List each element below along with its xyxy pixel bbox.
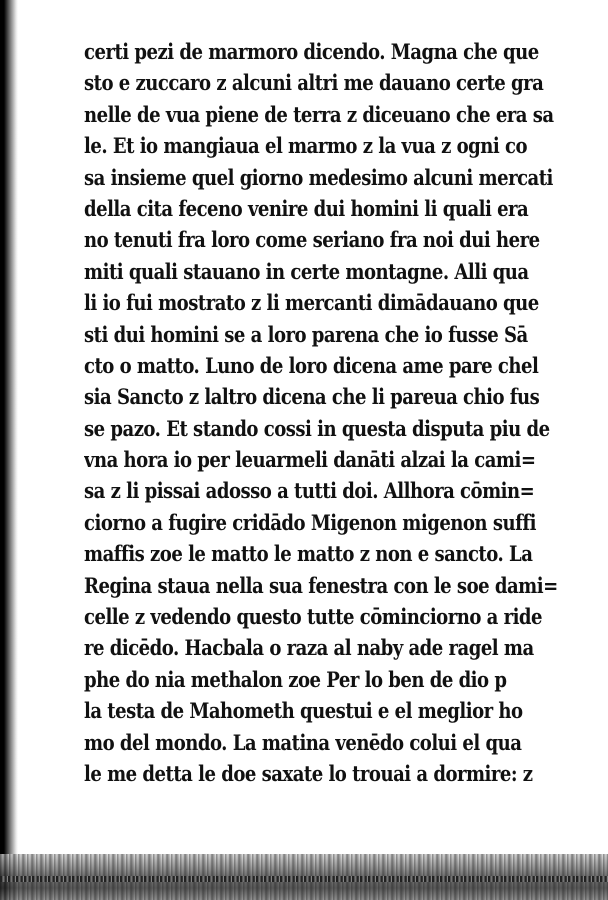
text-line: celle z vedendo questo tutte cōminciorno a ride	[84, 604, 543, 630]
text-line: li io fui mostrato z li mercanti dimādauano que	[84, 290, 539, 316]
text-line: vna hora io per leuarmeli danāti alzai la cami=	[84, 447, 536, 473]
text-line: sa z li pissai adosso a tutti doi. Allhora cōmin=	[84, 478, 535, 504]
text-line: Regina staua nella sua fenestra con le soe dami=	[84, 572, 558, 598]
page-text-block	[84, 36, 584, 789]
page-gutter-shadow	[0, 0, 18, 900]
text-line: nelle de vua piene de terra z diceuano che era sa	[84, 101, 554, 127]
text-line: mo del mondo. La matina venēdo colui el qua	[84, 729, 522, 755]
text-line: certi pezi de marmoro dicendo. Magna che que	[84, 39, 539, 64]
text-line: phe do nia methalon zoe Per lo ben de dio p	[84, 666, 507, 692]
text-line: ciorno a fugire cridādo Migenon migenon suffi	[84, 509, 536, 535]
text-line: le me detta le doe saxate lo trouai a dormire: z	[84, 760, 533, 786]
text-line: re dicēdo. Hacbala o raza al naby ade ragel ma	[84, 635, 534, 661]
text-line: sti dui homini se a loro parena che io fusse Sā	[84, 321, 528, 347]
scan-edge-stripe	[0, 876, 608, 882]
text-line: cto o matto. Luno de loro dicena ame pare chel	[84, 352, 539, 378]
text-line: miti quali stauano in certe montagne. Alli qua	[84, 258, 529, 284]
text-line: la testa de Mahometh questui e el meglior ho	[84, 698, 523, 724]
text-line: maffis zoe le matto le matto z non e sancto. La	[84, 541, 533, 567]
text-line: sia Sancto z laltro dicena che li pareua chio fus	[84, 384, 540, 410]
text-line: della cita feceno venire dui homini li quali era	[84, 195, 529, 221]
text-line: sa insieme quel giorno medesimo alcuni mercati	[84, 164, 553, 190]
text-line: se pazo. Et stando cossi in questa disputa piu de	[84, 415, 550, 441]
text-line: sto e zuccaro z alcuni altri me dauano certe gra	[84, 70, 544, 96]
text-line: no tenuti fra loro come seriano fra noi dui here	[84, 227, 540, 253]
text-line: le. Et io mangiaua el marmo z la vua z ogni co	[84, 133, 527, 159]
